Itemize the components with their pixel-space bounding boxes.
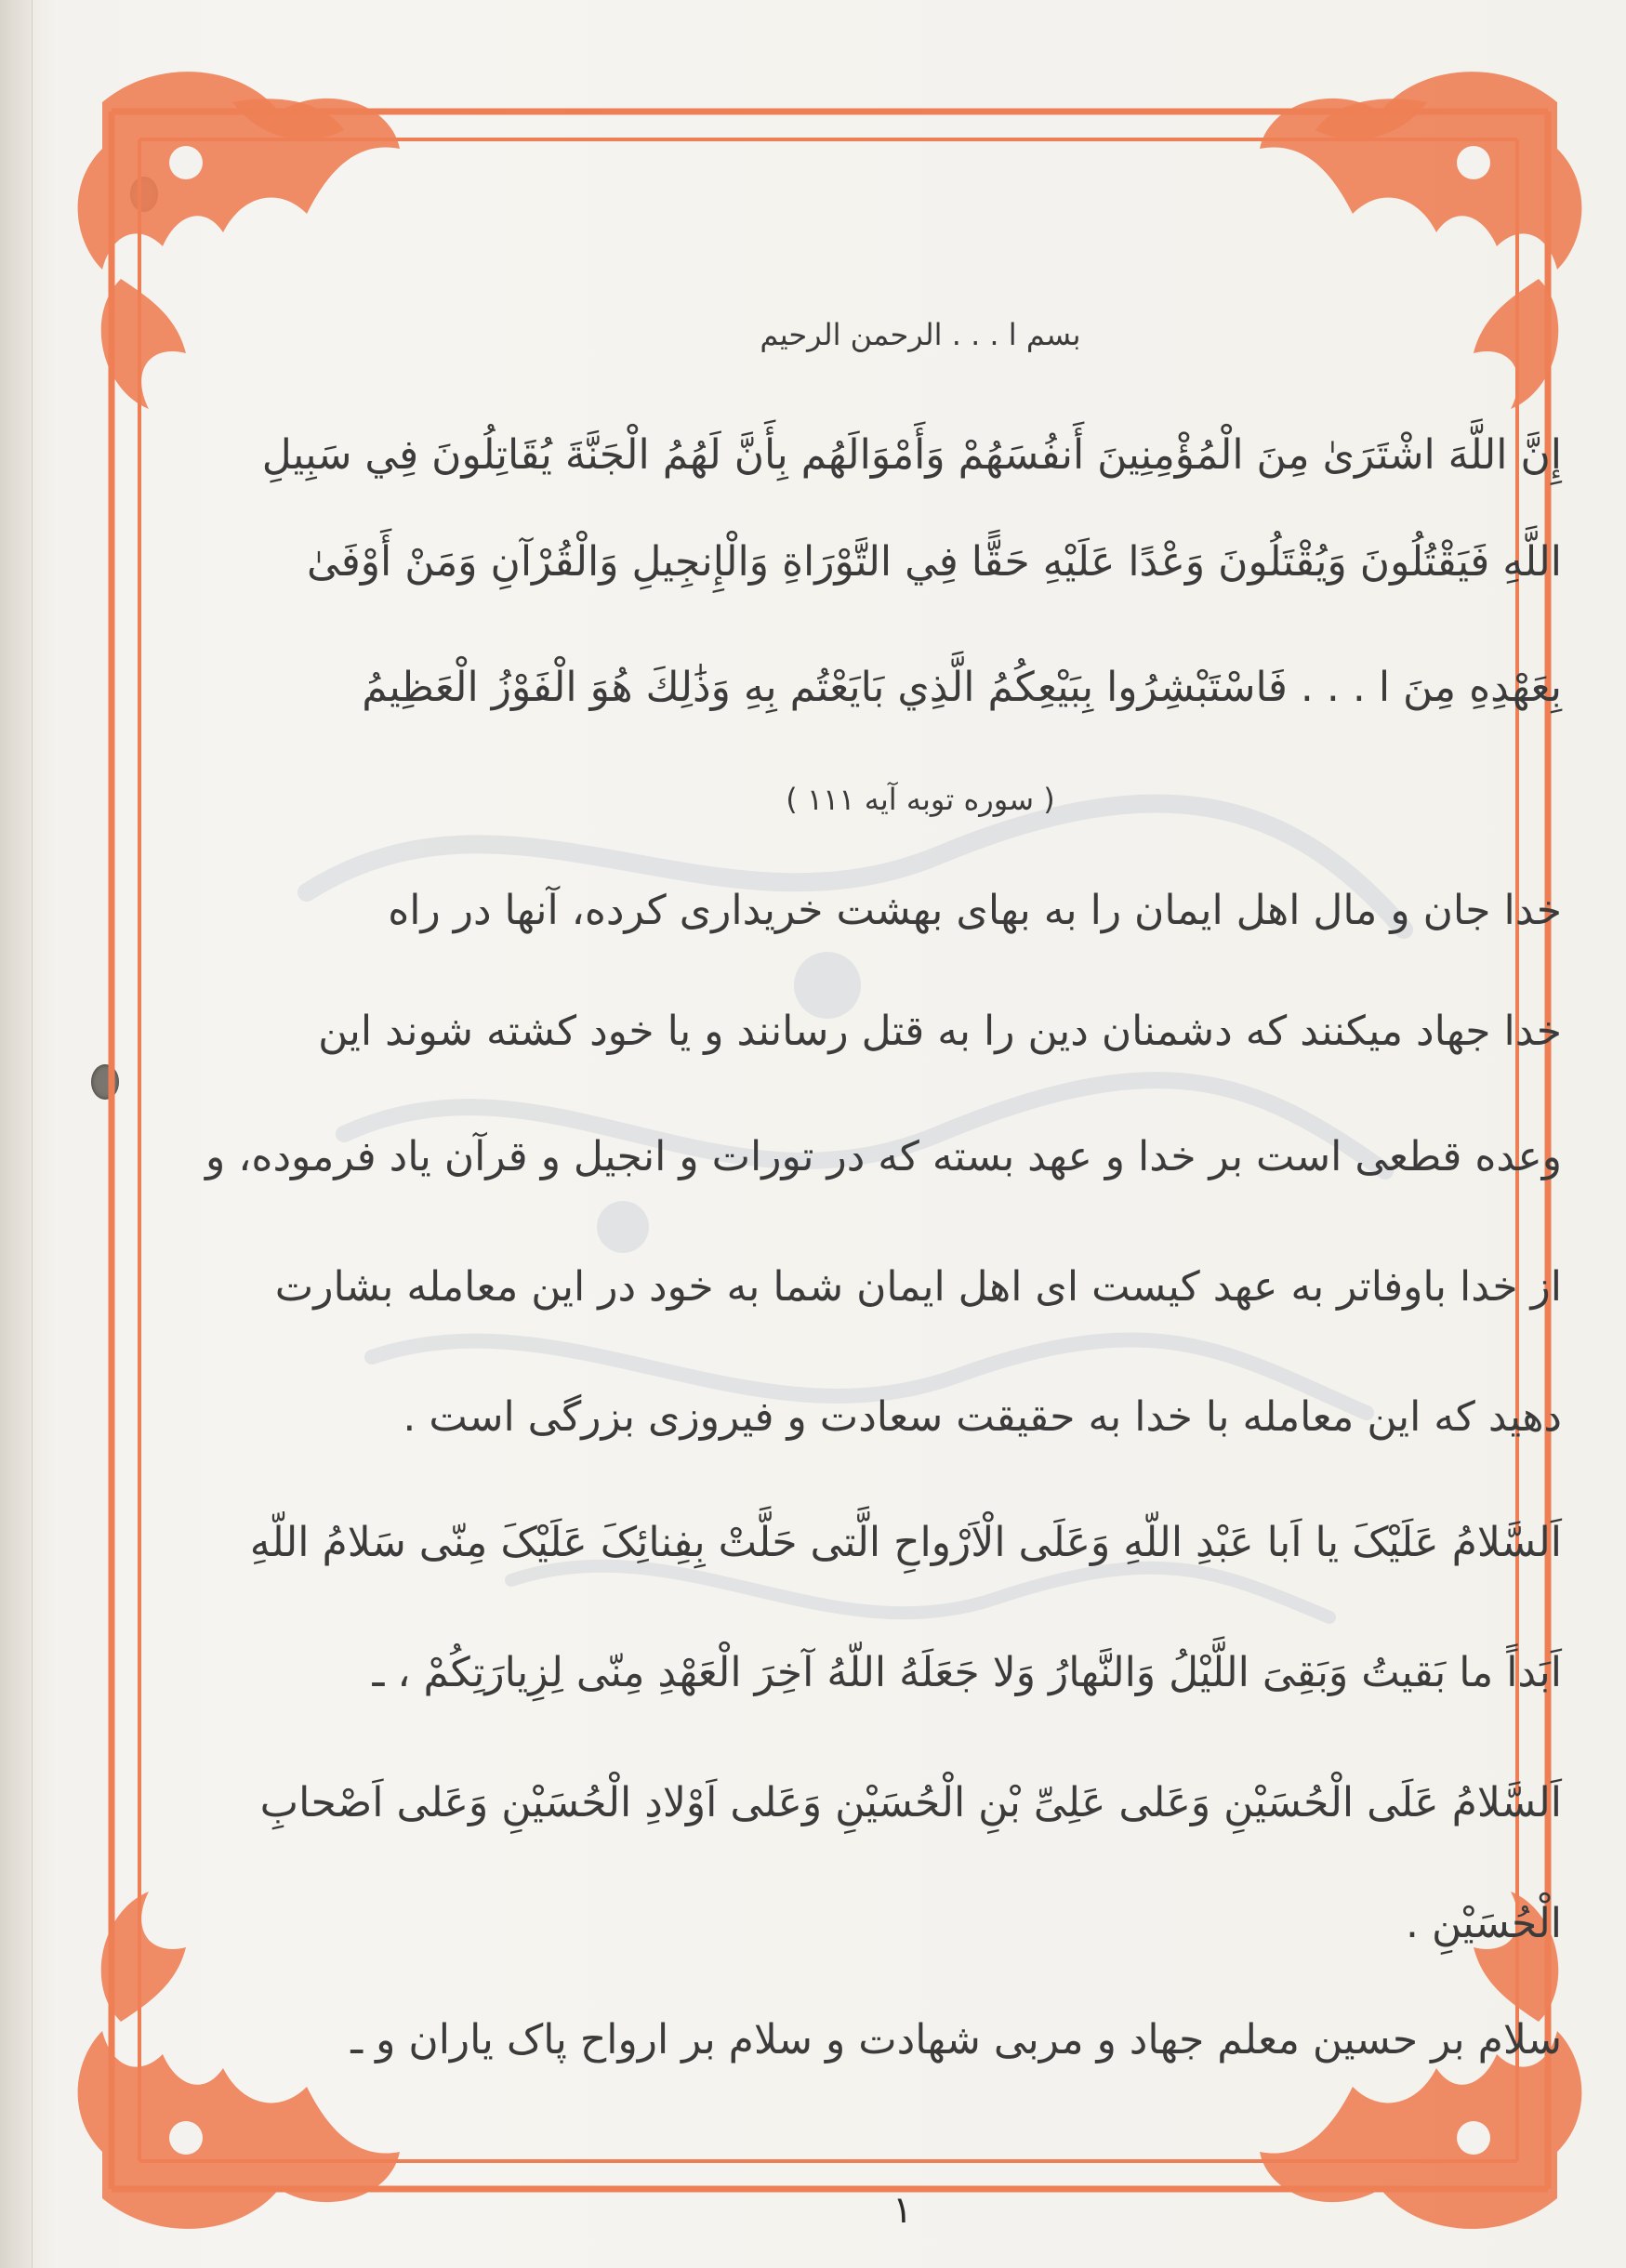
ziyarat-line-3: اَلسَّلامُ عَلَی الْحُسَیْنِ وَعَلی عَلِیِّ بْنِ الْحُسَیْنِ وَعَلی اَوْلادِ الْحُسَیْنِ وَعَلی اَصْحابِ (259, 1779, 1562, 1826)
translation-line-3: وعده قطعی است بر خدا و عهد بسته که در تورات و انجیل و قرآن یاد فرموده، و (205, 1133, 1562, 1180)
translation-line-4: از خدا باوفاتر به عهد کیست ای اهل ایمان شما به خود در این معامله بشارت (274, 1263, 1562, 1311)
verse-line-1: إِنَّ اللَّهَ اشْتَرَىٰ مِنَ الْمُؤْمِنِينَ أَنفُسَهُمْ وَأَمْوَالَهُم بِأَنَّ لَهُمُ الْجَنَّةَ يُقَاتِلُونَ فِي سَبِيلِ (261, 431, 1562, 479)
verse-line-3: بِعَهْدِهِ مِنَ ا . . . فَاسْتَبْشِرُوا بِبَيْعِكُمُ الَّذِي بَايَعْتُم بِهِ وَذَٰلِكَ هُوَ الْفَوْزُ الْعَظِيمُ (362, 664, 1562, 711)
translation-line-1: خدا جان و مال اهل ایمان را به بهای بهشت خریداری کرده، آنها در راه (388, 887, 1562, 934)
translation-line-5: دهید که این معامله با خدا به حقیقت سعادت و فیروزی بزرگی است . (403, 1393, 1562, 1441)
ziyarat-line-2: اَبَداً ما بَقیتُ وَبَقِیَ اللَّیْلُ وَالنَّهارُ وَلا جَعَلَهُ اللّهُ آخِرَ الْعَهْدِ مِنّی لِزِیارَتِکُمْ ، ـ (372, 1649, 1562, 1696)
ziyarat-line-4: الْحُسَیْنِ . (1405, 1900, 1562, 1947)
verse-citation: ( سوره توبه آیه ۱۱۱ ) (786, 782, 1055, 817)
translation-line-2: خدا جهاد میکنند که دشمنان دین را به قتل رسانند و یا خود کشته شوند این (318, 1008, 1562, 1055)
verse-line-2: اللَّهِ فَيَقْتُلُونَ وَيُقْتَلُونَ وَعْدًا عَلَيْهِ حَقًّا فِي التَّوْرَاةِ وَالْإِنجِيلِ وَالْقُرْآنِ وَمَنْ أَوْفَىٰ (307, 538, 1562, 586)
ziyarat-line-1: اَلسَّلامُ عَلَیْکَ یا اَبا عَبْدِ اللّهِ وَعَلَی الْاَرْواحِ الَّتی حَلَّتْ بِفِنائِکَ عَلَیْکَ مِنّی سَلامُ اللّهِ (249, 1519, 1562, 1566)
closing-line: سلام بر حسین معلم جهاد و مربی شهادت و سلام بر ارواح پاک یاران و ـ (350, 2016, 1562, 2064)
bismillah-heading: بسم ا . . . الرحمن الرحیم (760, 317, 1081, 352)
page-number: ۱ (892, 2189, 913, 2232)
